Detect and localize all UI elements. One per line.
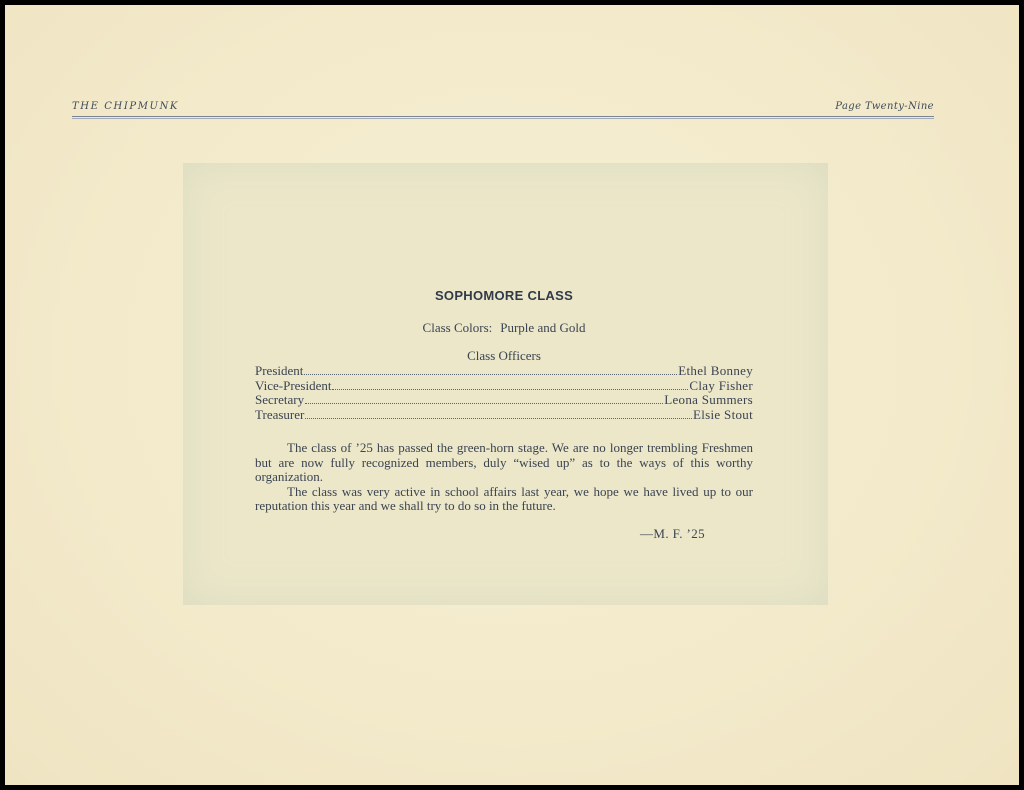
author-signature: —M. F. ’25 bbox=[640, 526, 706, 541]
officer-role: President bbox=[255, 363, 304, 378]
body-paragraph: The class was very active in school affairs last year, we hope we have lived up to our reputation this year and we shall try to do so in the future. bbox=[255, 483, 753, 514]
page-number: Page Twenty-Nine bbox=[835, 101, 934, 112]
officer-role: Treasurer bbox=[255, 406, 305, 422]
article-title: SOPHOMORE CLASS bbox=[434, 288, 574, 303]
leader-dots bbox=[332, 389, 688, 390]
officer-row-treasurer bbox=[255, 408, 753, 423]
scanned-page bbox=[5, 5, 1019, 785]
body-paragraph: The class of ’25 has passed the green-horn stage. We are no longer trembling Freshmen but are now fully recognized members, duly “wised up” as to the ways of this worthy organization. bbox=[255, 440, 753, 485]
officer-name: Ethel Bonney bbox=[678, 363, 753, 378]
officer-row-vice-president bbox=[255, 379, 753, 394]
officer-role: Vice-President bbox=[255, 377, 332, 393]
officer-row-secretary bbox=[255, 393, 753, 408]
officer-name: Clay Fisher bbox=[689, 377, 753, 393]
leader-dots bbox=[305, 418, 692, 419]
leader-dots bbox=[305, 403, 663, 404]
officer-row-president bbox=[255, 364, 753, 379]
class-colors-label: Class Colors: bbox=[422, 320, 493, 335]
class-colors-line bbox=[255, 320, 753, 336]
class-colors-value: Purple and Gold bbox=[500, 320, 586, 335]
officer-role: Secretary bbox=[255, 392, 305, 407]
publication-title: THE CHIPMUNK bbox=[72, 101, 180, 112]
article-body bbox=[255, 441, 753, 514]
officer-name: Elsie Stout bbox=[693, 406, 753, 422]
officers-list bbox=[255, 364, 753, 422]
officer-name: Leona Summers bbox=[664, 392, 753, 407]
leader-dots bbox=[304, 374, 677, 375]
officers-heading: Class Officers bbox=[467, 348, 541, 363]
header-rule bbox=[72, 116, 934, 119]
